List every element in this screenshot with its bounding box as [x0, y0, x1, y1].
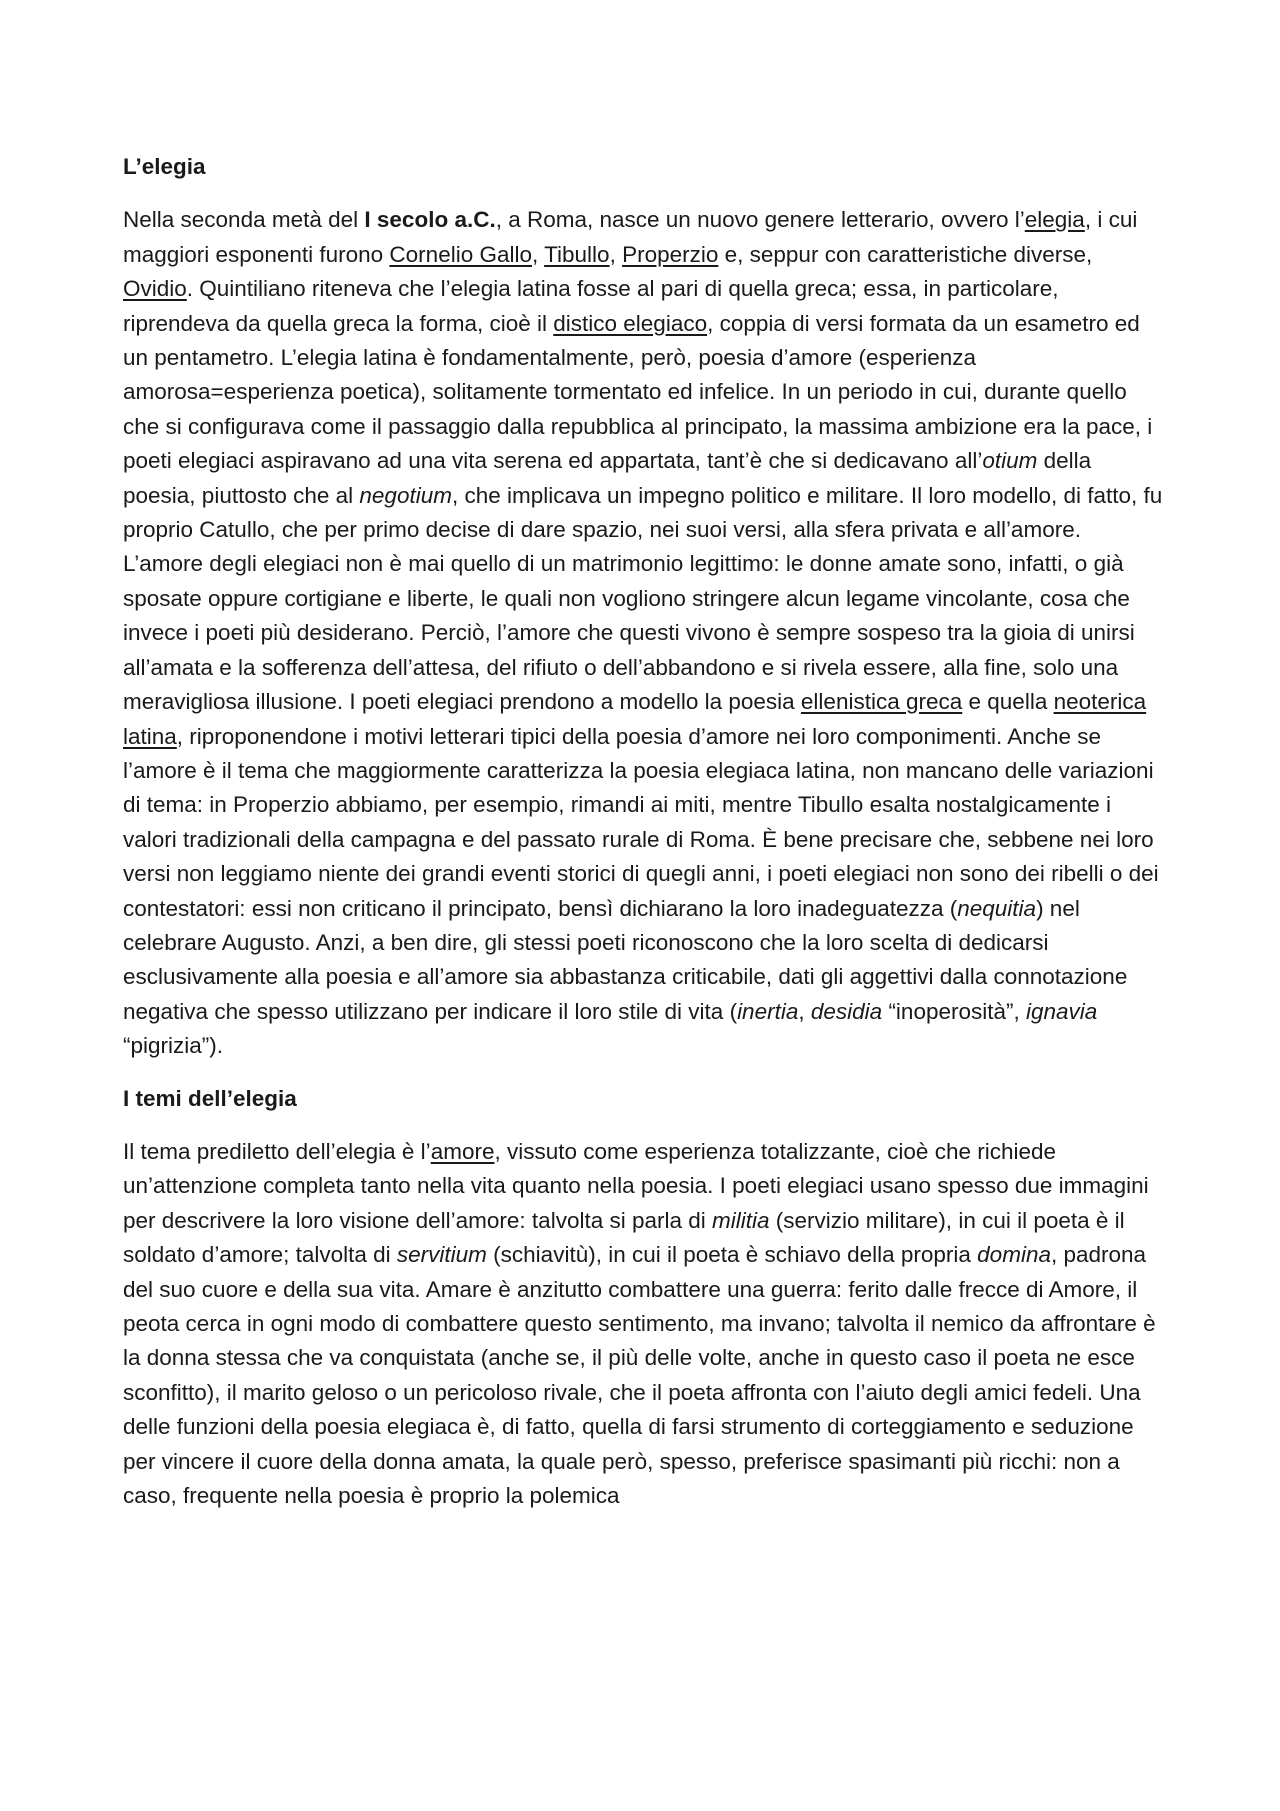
text-run: , che implicava un impegno politico e militare. Il loro modello, di fatto, fu proprio Catullo, che per primo decise di dare spazio, nei suoi versi, alla sfera privata e all’amore. L’amore degli elegiaci non è mai quello di un matrimonio legittimo: le donne amate sono, infatti, o già sposate oppure cortigiane e liberte, le quali non vogliono stringere alcun legame vincolante, cosa che invece i poeti più desiderano. Perciò, l’amore che questi vivono è sempre sospeso tra la gioia di unirsi all’amata e la sofferenza dell’attesa, del rifiuto o dell’abbandono e si rivela essere, alla fine, solo una meravigliosa illusione. I poeti elegiaci prendono a modello la poesia [123, 482, 1163, 715]
italic-term: desidia [810, 998, 883, 1024]
text-run: , i cui maggiori esponenti furono [123, 207, 1138, 267]
section-heading-temi: I temi dell’elegia [123, 1085, 297, 1111]
text-run: , a Roma, nasce un nuovo genere letterario, ovvero l’ [495, 207, 1025, 233]
text-run: , [532, 241, 545, 267]
section-heading-elegia: L’elegia [123, 154, 206, 179]
underlined-term: amore [430, 1138, 495, 1164]
text-run: , vissuto come esperienza totalizzante, cioè che richiede un’attenzione completa tanto nella vita quanto nella poesia. I poeti elegiaci usano spesso due immagini per descrivere la loro visione dell’amore: talvolta si parla di [123, 1138, 1149, 1233]
text-run: “inoperosità”, [882, 998, 1026, 1024]
underlined-term: distico elegiaco [553, 310, 708, 336]
text-run: ) nel celebrare Augusto. Anzi, a ben dire, gli stessi poeti riconoscono che la loro scelta di dedicarsi esclusivamente alla poesia e all’amore sia abbastanza criticabile, dati gli aggettivi dalla connotazione negativa che spesso utilizzano per indicare il loro stile di vita ( [123, 895, 1128, 1024]
underlined-term: elegia [1024, 207, 1085, 233]
text-run: e quella [962, 689, 1054, 715]
text-run: “pigrizia”). [123, 1033, 224, 1059]
italic-term: inertia [737, 998, 799, 1024]
italic-term: nequitia [957, 895, 1037, 921]
text-run: Il tema prediletto dell’elegia è l’ [123, 1138, 431, 1164]
document-page [123, 150, 1163, 1531]
paragraph-elegia [123, 203, 1163, 1063]
underlined-term: neoterica latina [123, 689, 1147, 749]
text-run: , coppia di versi formata da un esametro ed un pentametro. L’elegia latina è fondamentalmente, però, poesia d’amore (esperienza amorosa=esperienza poetica), solitamente tormentato ed infelice. In un periodo in cui, durante quello che si configurava come il passaggio dalla repubblica al principato, la massima ambizione era la pace, i poeti elegiaci aspiravano ad una vita serena ed appartata, tant’è che si dedicavano all’ [123, 310, 1153, 474]
italic-term: servitium [396, 1242, 487, 1268]
text-run: e, seppur con caratteristiche diverse, [718, 241, 1093, 267]
text-run: , [798, 998, 811, 1024]
text-run: della poesia, piuttosto che al [123, 448, 1092, 508]
underlined-term: Properzio [622, 241, 719, 267]
text-run: Nella seconda metà del [123, 207, 365, 233]
italic-term: ignavia [1026, 998, 1098, 1024]
underlined-term: ellenistica greca [800, 689, 963, 715]
italic-term: domina [977, 1242, 1051, 1268]
text-run: , [609, 241, 623, 267]
italic-term: otium [982, 448, 1038, 474]
text-run: , padrona del suo cuore e della sua vita. Amare è anzitutto combattere una guerra: ferito dalle frecce di Amore, il peota cerca in ogni modo di combattere questo sentimento, ma invano; talvolta il nemico da affrontare è la donna stessa che va conquistata (anche se, il più delle volte, anche in questo caso il poeta ne esce sconfitto), il marito geloso o un pericoloso rivale, che il poeta affronta con l’aiuto degli amici fedeli. Una delle funzioni della poesia elegiaca è, di fatto, quella di farsi strumento di corteggiamento e seduzione per vincere il cuore della donna amata, la quale però, spesso, preferisce spasimanti più ricchi: non a caso, frequente nella poesia è proprio la polemica [123, 1242, 1156, 1509]
paragraph-temi [123, 1135, 1163, 1513]
underlined-term: Cornelio Gallo [389, 241, 532, 267]
text-run: . Quintiliano riteneva che l’elegia latina fosse al pari di quella greca; essa, in particolare, riprendeva da quella greca la forma, cioè il [123, 276, 1059, 336]
underlined-term: Tibullo [544, 241, 610, 267]
italic-term: militia [712, 1207, 770, 1233]
text-run: (schiavitù), in cui il poeta è schiavo della propria [486, 1242, 978, 1268]
italic-term: negotium [359, 482, 452, 508]
text-run: , riproponendone i motivi letterari tipici della poesia d’amore nei loro componimenti. Anche se l’amore è il tema che maggiormente caratterizza la poesia elegiaca latina, non mancano delle variazioni di tema: in Properzio abbiamo, per esempio, rimandi ai miti, mentre Tibullo esalta nostalgicamente i valori tradizionali della campagna e del passato rurale di Roma. È bene precisare che, sebbene nei loro versi non leggiamo niente dei grandi eventi storici di quegli anni, i poeti elegiaci non sono dei ribelli o dei contestatori: essi non criticano il principato, bensì dichiarano la loro inadeguatezza ( [123, 723, 1159, 921]
bold-term: I secolo a.C. [364, 207, 496, 233]
text-run: (servizio militare), in cui il poeta è il soldato d’amore; talvolta di [123, 1207, 1125, 1268]
underlined-term: Ovidio [123, 276, 187, 302]
